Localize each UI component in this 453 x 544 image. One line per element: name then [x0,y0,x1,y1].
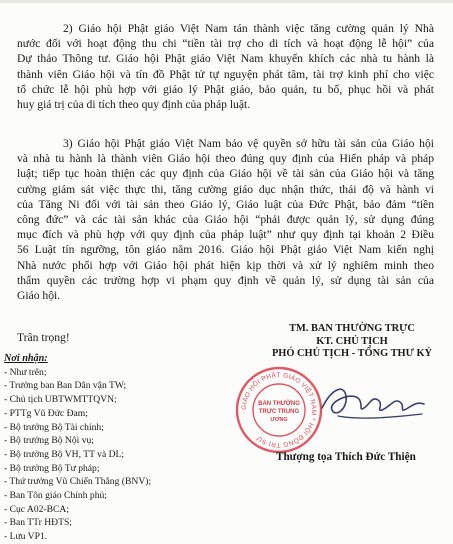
seal-center-text: TRỰC TRUNG [258,409,300,415]
recipient-item: - Bộ trưởng Bộ Tài chính; [4,421,104,433]
paragraph-line: 2) Giáo hội Phật giáo Việt Nam tán thành việc tăng cường quản lý Nhà [63,22,434,35]
recipient-item: - Bộ trưởng Bộ Tư pháp; [4,462,100,474]
seal-ring-text: GIÁO HỘI PHẬT GIÁO VIỆT NAM * HỘI ĐỒNG TRỊ SỰ [240,371,318,449]
paragraph-3 [0,136,453,303]
paragraph-line: nước đối với hoạt động thu chi “tiền tài trợ cho di tích và hoạt động lễ hội” của [17,37,434,51]
seal-center-text: BAN THƯỜNG [258,401,300,407]
handwritten-signature [318,378,430,426]
recipient-item: - Bộ trưởng Bộ VH, TT và DL; [4,448,125,460]
recipient-item: - Như trên; [4,366,47,378]
paragraph-line: thẩm quyền các trường hợp vi phạm quy định về quản lý, sử dụng tài sản của [17,273,434,287]
paragraph-line: công đức” và các tài sản khác của Giáo hội “phải được quản lý, sử dụng đúng [17,213,434,227]
paragraph-line: mục đích và phù hợp với quy định của pháp luật” như quy định tại khoản 2 Điều [17,228,434,242]
paragraph-line: Nhà nước phối hợp với Giáo hội phát hiện kịp thời và xử lý nghiêm minh theo [17,258,434,272]
paragraph-line: huy giá trị của di tích theo quy định của pháp luật. [17,98,251,112]
sig-line-chairman: KT. CHỦ TỊCH [316,335,388,347]
official-seal [234,364,324,456]
paragraph-2 [0,21,453,112]
recipient-item: - Trưởng ban Ban Dân vận TW; [4,380,127,392]
signature-heading [256,323,448,361]
recipient-item: - Chủ tịch UBTWMTTQVN; [4,394,117,406]
recipient-item: - Ban Tôn giáo Chính phủ; [4,490,107,502]
sig-line-vice-chairman: PHÓ CHỦ TỊCH - TỔNG THƯ KÝ [271,348,433,360]
recipients-heading: Nơi nhận: [4,353,48,364]
paragraph-line: của Tăng Ni đối với tài sản theo Giáo lý, Giáo luật của Đức Phật, bảo đảm “tiền [17,197,434,211]
recipient-item: - Thứ trưởng Vũ Chiến Thắng (BNV); [4,476,152,488]
seal-center-text: ƯƠNG [270,417,288,423]
recipient-item: - PTTg Vũ Đức Đam; [4,407,88,419]
recipients-list [4,352,151,544]
paragraph-line: tổ chức lễ hội phù hợp với giáo lý Phật giáo, bảo quản, tu bổ, phục hồi và phát [17,82,434,96]
paragraph-line: luật; tiếp tục hoàn thiện các quy định của Giáo hội về tài sản của Giáo hội và tăng [17,167,434,181]
paragraph-line: Dự thảo Thông tư. Giáo hội Phật giáo Việt Nam khuyến khích các nhà tu hành là [17,52,434,66]
paragraph-line: 56 Luật tín ngưỡng, tôn giáo năm 2016. Giáo hội Phật giáo Việt Nam kiến nghị [17,243,434,257]
paragraph-line: 3) Giáo hội Phật giáo Việt Nam bảo vệ quyền sở hữu tài sản của Giáo hội [63,137,434,150]
scan-edge [0,0,453,3]
recipient-item: - Ban TTr HĐTS; [4,517,72,529]
sig-line-standing-committee: TM. BAN THƯỜNG TRỰC [289,323,415,334]
recipient-item: - Lưu VP1. [4,531,48,543]
paragraph-line: thành viên Giáo hội và tín đồ Phật tử tự nguyện phát tâm, tài trợ kinh phí cho việc [17,67,434,81]
paragraph-line: và nhà tu hành là thành viên Giáo hội theo đúng quy định của Hiến pháp và pháp [17,152,434,166]
paragraph-line: Giáo hội. [17,289,61,303]
closing-greeting: Trân trọng! [17,331,70,344]
recipient-item: - Bộ trưởng Bộ Nội vụ; [4,435,94,447]
paragraph-line: cường giám sát việc thực thi, tăng cường giáo dục nhận thức, thái độ và hành vi [17,182,434,196]
recipient-item: - Cục A02-BCA; [4,503,70,515]
signer-name: Thượng tọa Thích Đức Thiện [276,451,416,463]
